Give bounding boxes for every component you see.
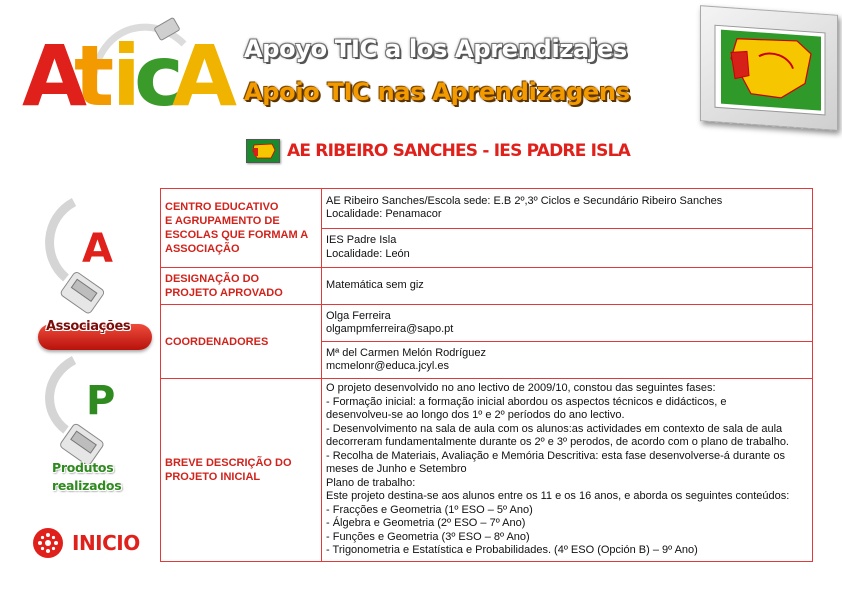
logo-letter-i: i <box>112 27 137 125</box>
logo-letter-a1: A <box>22 27 84 125</box>
school2-locality: Localidade: León <box>326 247 410 260</box>
coordinator2-cell <box>322 342 813 379</box>
description-value: O projeto desenvolvido no ano lectivo de 2009/10, constou das seguintes fases: - Formação inicial: a formação inicial abordou os aspectos técnicos e didácticos, e desenvolveu-se ao longo dos 1º e 2º períodos do ano lectivo. - Desenvolvimento na sala de aula com os alunos:as actividades em contexto de sala de aula decorreram fundamentalmente durante os 2º e 3º perodos, de acordo com o plano de trabalho. - Recolha de Materiais, Avaliação e Memória Descritiva: esta fase desenvolverse-á durante os meses de Junho e Setembro Plano de trabalho: Este projeto destina-se aos alunos entre os 11 e os 16 anos, e aborda os seguintes conteúdos: - Fracções e Geometria (1º ESO – 5º Ano) - Álgebra e Geometria (2º ESO – 7º Ano) - Funções e Geometria (3º ESO – 8º Ano) - Trigonometria e Estatística e Probabilidades. (4º ESO (Opción B) – 9º Ano) <box>322 379 813 562</box>
school1-locality: Localidade: Penamacor <box>326 208 442 221</box>
coordinators-label: COORDENADORES <box>161 305 322 379</box>
table-row <box>161 268 813 305</box>
coordinator2-email[interactable]: mcmelonr@educa.jcyl.es <box>326 360 450 372</box>
table-row <box>161 305 813 342</box>
school1-cell <box>322 189 813 229</box>
centers-label: CENTRO EDUCATIVO E AGRUPAMENTO DE ESCOLAS QUE FORMAM A ASSOCIAÇÃO <box>161 189 322 268</box>
project-info-table <box>160 188 813 562</box>
home-label: INICIO <box>72 531 140 555</box>
logo-letter-t: t <box>74 27 111 125</box>
coordinator1-cell <box>322 305 813 342</box>
associations-letter: A <box>82 226 113 272</box>
table-row <box>161 189 813 229</box>
designation-value: Matemática sem giz <box>322 268 813 305</box>
products-button[interactable] <box>36 356 156 498</box>
products-letter: P <box>86 378 116 424</box>
table-row <box>161 379 813 562</box>
map-icon <box>701 6 837 130</box>
title-spanish: Apoyo TIC a los Aprendizajes <box>244 35 627 63</box>
school2-name: IES Padre Isla <box>326 234 397 247</box>
iberia-map-image <box>700 5 838 131</box>
school1-name: AE Ribeiro Sanches/Escola sede: E.B 2º,3º Ciclos e Secundário Ribeiro Sanches <box>326 194 723 207</box>
coordinator1-name: Olga Ferreira <box>326 309 391 322</box>
partnership-heading <box>246 138 630 164</box>
subtitle-text: AE RIBEIRO SANCHES - IES PADRE ISLA <box>287 141 630 161</box>
logo-letter-a2: A <box>172 27 234 125</box>
school2-cell <box>322 228 813 268</box>
title-portuguese: Apoio TIC nas Aprendizagens <box>244 78 630 106</box>
home-icon <box>32 527 64 559</box>
products-label-line2: realizados <box>52 478 122 493</box>
products-label-line1: Produtos <box>52 460 114 475</box>
associations-button[interactable] <box>36 198 156 348</box>
designation-label: DESIGNAÇÃO DO PROJETO APROVADO <box>161 268 322 305</box>
description-label: BREVE DESCRIÇÃO DO PROJETO INICIAL <box>161 379 322 562</box>
coordinator1-email[interactable]: olgampmferreira@sapo.pt <box>326 323 454 335</box>
map-thumbnail-icon <box>246 139 280 163</box>
associations-label: Associações <box>46 319 131 334</box>
atica-logo <box>22 22 234 125</box>
coordinator2-name: Mª del Carmen Melón Rodríguez <box>326 346 486 359</box>
logo-letter-c: c <box>134 27 180 125</box>
home-button[interactable] <box>32 527 140 559</box>
